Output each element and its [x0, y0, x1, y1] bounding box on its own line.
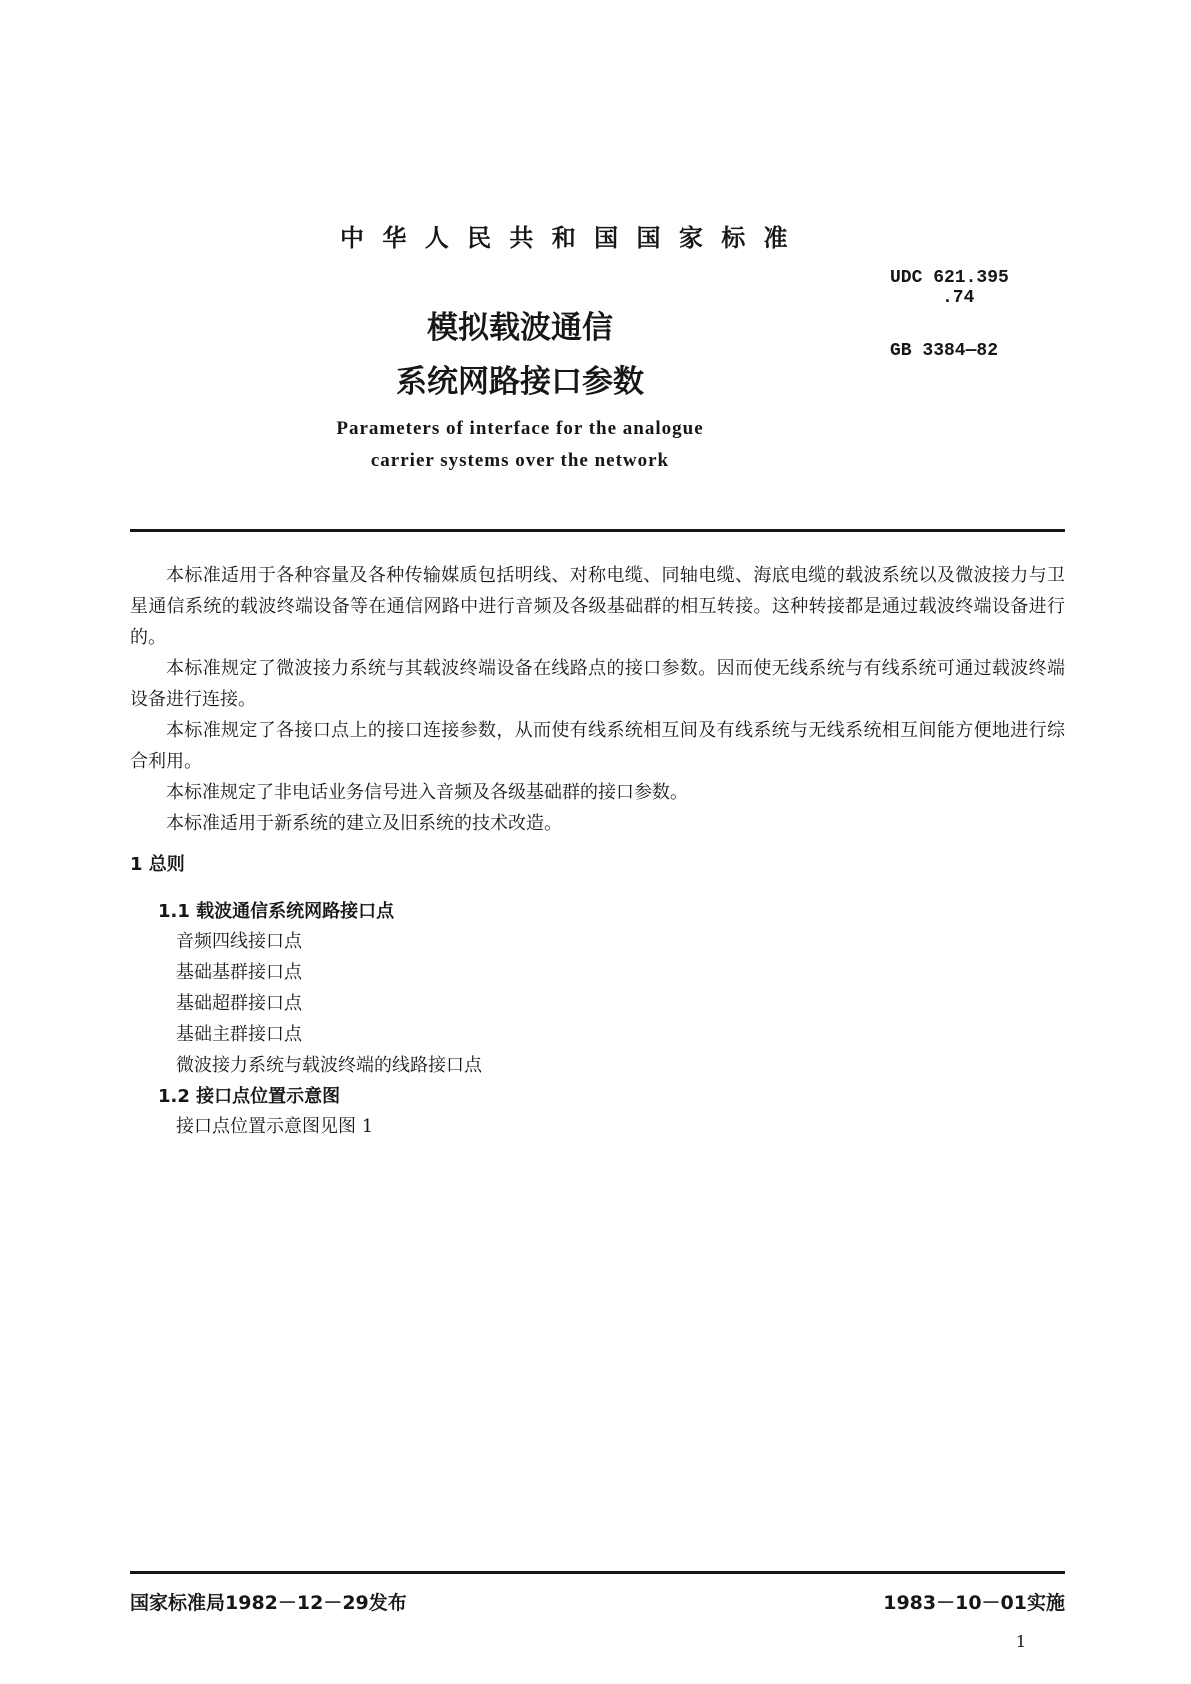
list-item: 微波接力系统与载波终端的线路接口点: [176, 1055, 482, 1076]
list-item: 基础主群接口点: [176, 1024, 302, 1045]
intro-text: [130, 560, 1065, 839]
top-divider: [130, 529, 1065, 532]
udc-line-2: .74: [942, 288, 975, 308]
udc-code: [890, 268, 1009, 308]
intro-paragraph: 本标准规定了微波接力系统与其载波终端设备在线路点的接口参数。因而使无线系统与有线系统可通过载波终端设备进行连接。: [130, 658, 1065, 710]
title-line-2: 系统网路接口参数: [396, 364, 644, 400]
section-1-2-text: 接口点位置示意图见图 1: [176, 1116, 374, 1137]
section-1-heading: 1 总则: [130, 854, 185, 875]
intro-paragraph: 本标准适用于新系统的建立及旧系统的技术改造。: [166, 813, 562, 834]
udc-line-1: UDC 621.395: [890, 268, 1009, 288]
bottom-divider: [130, 1571, 1065, 1574]
title-line-1: 模拟载波通信: [427, 310, 613, 346]
list-item: 音频四线接口点: [176, 931, 302, 952]
list-item: 基础基群接口点: [176, 962, 302, 983]
intro-paragraph: 本标准适用于各种容量及各种传输媒质包括明线、对称电缆、同轴电缆、海底电缆的载波系统以及微波接力与卫星通信系统的载波终端设备等在通信网路中进行音频及各级基础群的相互转接。这种转接都是通过载波终端设备进行的。: [130, 565, 1065, 648]
gb-number: GB 3384—82: [890, 341, 999, 361]
english-title-line-1: Parameters of interface for the analogue: [336, 418, 704, 439]
section-1-2-heading: 1.2 接口点位置示意图: [158, 1086, 341, 1107]
page-number: 1: [1015, 1632, 1026, 1651]
effective-date: 1983－10－01实施: [883, 1592, 1065, 1614]
intro-paragraph: 本标准规定了非电话业务信号进入音频及各级基础群的接口参数。: [166, 782, 688, 803]
english-title-line-2: carrier systems over the network: [370, 450, 670, 471]
intro-paragraph: 本标准规定了各接口点上的接口连接参数，从而使有线系统相互间及有线系统与无线系统相互间能方便地进行综合利用。: [130, 720, 1065, 772]
interface-point-list: [176, 926, 482, 1081]
issue-date: 国家标准局1982－12－29发布: [130, 1592, 407, 1614]
section-1-1-heading: 1.1 载波通信系统网路接口点: [158, 901, 395, 922]
list-item: 基础超群接口点: [176, 993, 302, 1014]
standard-organization: 中 华 人 民 共 和 国 国 家 标 准: [340, 224, 793, 252]
